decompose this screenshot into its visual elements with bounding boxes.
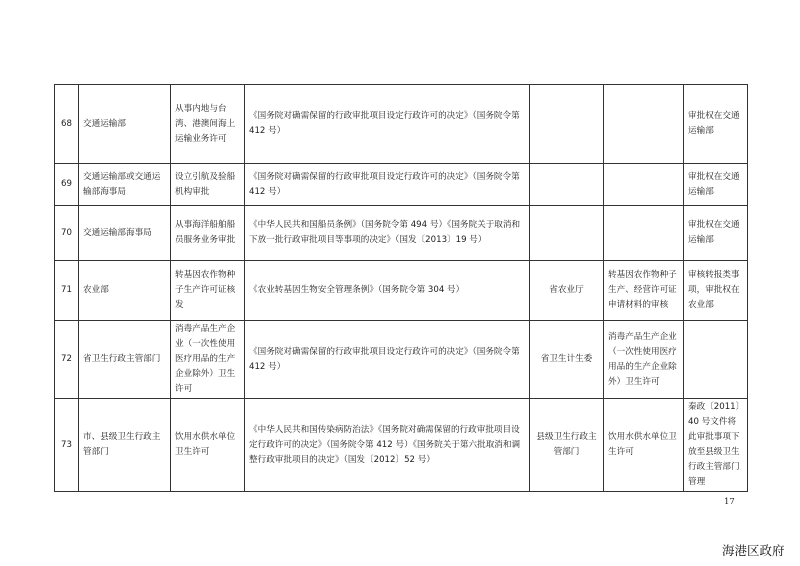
legal-basis-cell: 《国务院对确需保留的行政审批项目设定行政许可的决定》（国务院令第 412 号） [245,85,530,164]
department-cell: 省卫生行政主管部门 [79,321,171,399]
note-cell: 审批权在交通运输部 [684,164,748,206]
legal-basis-cell: 《国务院对确需保留的行政审批项目设定行政许可的决定》（国务院令第 412 号） [245,164,530,206]
legal-basis-cell: 《中华人民共和国船员条例》（国务院令第 494 号）《国务院关于取消和下放一批行政审批项目等事项的决定》（国发〔2013〕19 号） [245,206,530,261]
table-row [55,206,748,261]
province-cell [530,164,604,206]
table-row [55,85,748,164]
scope-cell: 消毒产品生产企业（一次性使用医疗用品的生产企业除外）卫生许可 [604,321,684,399]
province-cell [530,206,604,261]
row-number: 68 [55,85,79,164]
note-cell: 审批权在交通运输部 [684,85,748,164]
legal-basis-cell: 《国务院对确需保留的行政审批项目设定行政许可的决定》（国务院令第 412 号） [245,321,530,399]
province-cell [530,85,604,164]
scope-cell: 转基因农作物种子生产、经营许可证申请材料的审核 [604,261,684,321]
department-cell: 交通运输部海事局 [79,206,171,261]
note-cell: 秦政〔2011〕40 号文件将此审批事项下放至县级卫生行政主管部门管理 [684,399,748,492]
row-number: 69 [55,164,79,206]
note-cell [684,321,748,399]
legal-basis-cell: 《农业转基因生物安全管理条例》（国务院令第 304 号） [245,261,530,321]
scope-cell [604,85,684,164]
row-number: 73 [55,399,79,492]
scope-cell [604,164,684,206]
note-cell: 审核转报类事项，审批权在农业部 [684,261,748,321]
row-number: 71 [55,261,79,321]
item-cell: 从事海洋船舶船员服务业务审批 [171,206,245,261]
item-cell: 饮用水供水单位卫生许可 [171,399,245,492]
table-row [55,321,748,399]
watermark: 海港区政府 [722,543,785,558]
item-cell: 设立引航及验船机构审批 [171,164,245,206]
item-cell: 转基因农作物种子生产许可证核发 [171,261,245,321]
item-cell: 消毒产品生产企业（一次性使用医疗用品的生产企业除外）卫生许可 [171,321,245,399]
approval-items-table [54,84,748,492]
item-cell: 从事内地与台湾、港澳间海上运输业务许可 [171,85,245,164]
department-cell: 交通运输部 [79,85,171,164]
department-cell: 交通运输部或交通运输部海事局 [79,164,171,206]
page-number: 17 [724,497,735,507]
row-number: 72 [55,321,79,399]
province-cell: 省卫生计生委 [530,321,604,399]
department-cell: 市、县级卫生行政主管部门 [79,399,171,492]
note-cell: 审批权在交通运输部 [684,206,748,261]
row-number: 70 [55,206,79,261]
scope-cell [604,206,684,261]
department-cell: 农业部 [79,261,171,321]
province-cell: 县级卫生行政主管部门 [530,399,604,492]
table-row [55,399,748,492]
table-row [55,261,748,321]
scope-cell: 饮用水供水单位卫生许可 [604,399,684,492]
table-row [55,164,748,206]
province-cell: 省农业厅 [530,261,604,321]
legal-basis-cell: 《中华人民共和国传染病防治法》《国务院对确需保留的行政审批项目设定行政许可的决定》（国务院令第 412 号）《国务院关于第六批取消和调整行政审批项目的决定》（国发〔2012〕52 号） [245,399,530,492]
